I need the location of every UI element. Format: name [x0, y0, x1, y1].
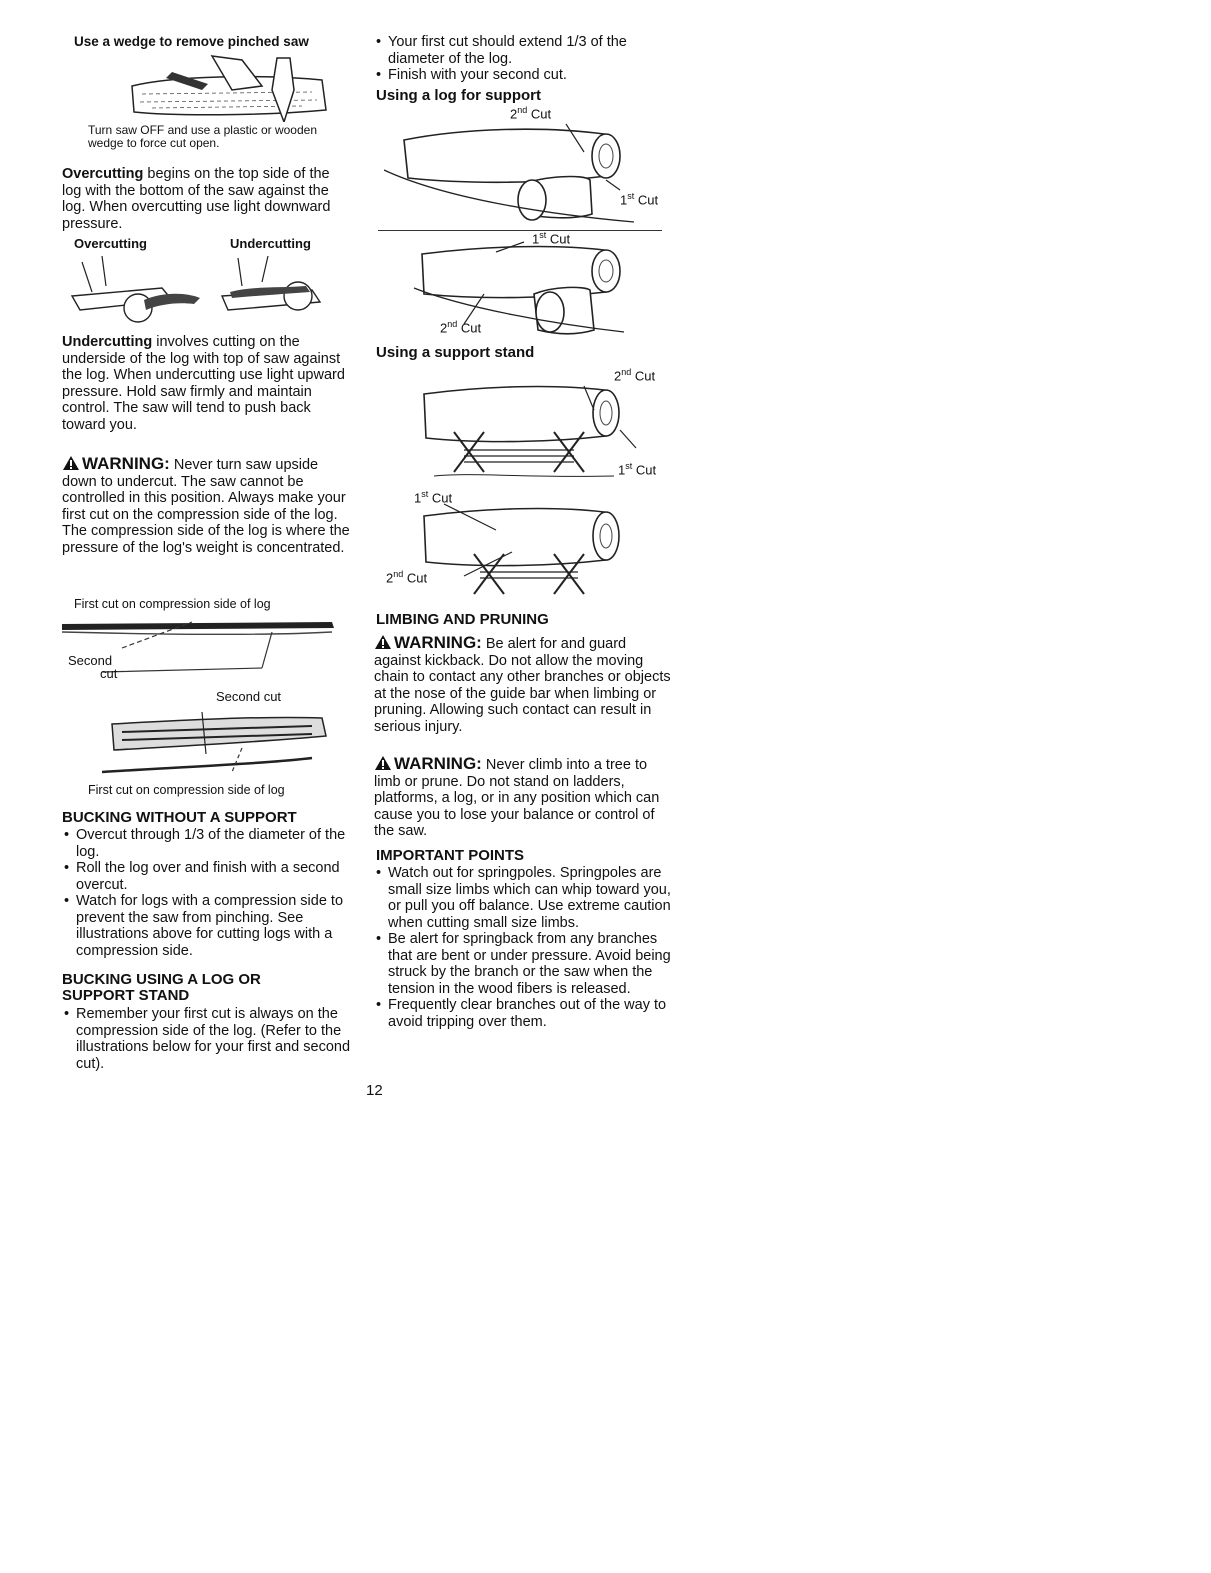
warning-2-text: Be alert for and guard against kickback. Do not allow the moving chain to contact any other branches or objects at the nose of the guide bar when limbing or pruning. Allowing such contact can result in serious injury. — [374, 636, 671, 735]
list-item: • Roll the log over and finish with a second overcut. — [62, 860, 352, 893]
log-support-illustration-a — [384, 118, 674, 230]
list-item: • Remember your first cut is always on the compression side of the log. (Refer to the illustrations below for your first and second cut). — [62, 1006, 352, 1072]
wedge-caption: Turn saw OFF and use a plastic or wooden wedge to force cut open. — [88, 123, 317, 150]
cut-label-1st-a: 1st Cut — [620, 191, 659, 208]
list-item: • Overcut through 1/3 of the diameter of the log. — [62, 827, 352, 860]
fig-1-cut: cut — [100, 666, 118, 681]
overcutting-text: begins on the top side of the log with the bottom of the saw against the log. When overcutting use light downward pressure. — [62, 166, 331, 232]
cut-label-2nd-b: 2nd Cut — [440, 319, 482, 336]
warning-1-label: WARNING: — [82, 454, 170, 473]
fig-2-label: Second cut — [216, 689, 282, 704]
first-cut-list — [374, 34, 674, 84]
warning-triangle-icon — [374, 755, 392, 771]
bucking-without-support-list — [62, 827, 352, 959]
bucking-log-stand-list — [62, 1006, 352, 1072]
warning-1-text: Never turn saw upside down to undercut. The saw cannot be controlled in this position. Always make your first cut on the compression side of the log. The compression side of the log is where the pressure of the log's weight is concentrated. — [62, 457, 350, 556]
fig-undercutting-label: Undercutting — [230, 236, 311, 251]
list-item: • Watch out for springpoles. Springpoles are small size limbs which can whip toward you, or pull you off balance. Use extreme caution when cutting small size limbs. — [374, 865, 674, 931]
important-points-heading: IMPORTANT POINTS — [376, 847, 525, 864]
page-number: 12 — [366, 1082, 383, 1099]
undercutting-term: Undercutting — [62, 334, 153, 350]
cut-label-1st-c: 1st Cut — [618, 461, 657, 478]
warning-triangle-icon — [62, 455, 80, 471]
list-item: • Watch for logs with a compression side to prevent the saw from pinching. See illustrations above for cutting logs with a compression side. — [62, 893, 352, 959]
warning-2 — [374, 634, 674, 735]
fig-1-caption: First cut on compression side of log — [74, 597, 271, 611]
list-item: • Be alert for springback from any branches that are bent or under pressure. Avoid being struck by the branch or the saw when the tension in the wood fibers is released. — [374, 931, 674, 997]
overcutting-paragraph — [62, 166, 352, 232]
support-stand-illustration-b — [414, 496, 634, 606]
compression-log-illustration-2 — [102, 702, 332, 778]
list-item: • Finish with your second cut. — [374, 67, 674, 84]
fig-2-caption: First cut on compression side of log — [88, 783, 285, 797]
cut-label-2nd-a: 2nd Cut — [510, 105, 552, 122]
fig-1-second: Second — [68, 653, 113, 668]
support-stand-heading: Using a support stand — [376, 344, 535, 361]
list-item: • Your first cut should extend 1/3 of the diameter of the log. — [374, 34, 674, 67]
cut-label-2nd-c: 2nd Cut — [614, 367, 656, 384]
bucking-without-support-heading: BUCKING WITHOUT A SUPPORT — [62, 809, 297, 826]
overcutting-term: Overcutting — [62, 166, 144, 182]
list-item: • Frequently clear branches out of the way to avoid tripping over them. — [374, 997, 674, 1030]
cut-label-1st-d: 1st Cut — [414, 489, 453, 506]
warning-3 — [374, 755, 674, 840]
wedge-title: Use a wedge to remove pinched saw — [74, 34, 309, 49]
cut-label-2nd-d: 2nd Cut — [386, 569, 428, 586]
fig-overcutting-label: Overcutting — [74, 236, 147, 251]
important-points-list — [374, 865, 674, 1030]
undercutting-text: involves cutting on the underside of the log with top of saw against the log. When undercutting use light upward pressure. Hold saw firmly and maintain control. The saw will tend to push back toward you. — [62, 334, 345, 433]
warning-2-label: WARNING: — [394, 633, 482, 652]
support-stand-illustration-a — [414, 380, 644, 484]
warning-1 — [62, 455, 352, 556]
warning-triangle-icon — [374, 634, 392, 650]
bucking-log-stand-heading: BUCKING USING A LOG OR SUPPORT STAND — [62, 971, 261, 1004]
wedge-illustration — [112, 50, 342, 122]
undercutting-paragraph — [62, 334, 352, 433]
warning-3-label: WARNING: — [394, 754, 482, 773]
figure-divider — [378, 230, 662, 231]
cut-label-1st-b: 1st Cut — [532, 230, 571, 247]
log-support-heading: Using a log for support — [376, 87, 541, 104]
limbing-pruning-heading: LIMBING AND PRUNING — [376, 611, 549, 628]
warning-3-text: Never climb into a tree to limb or prune. Do not stand on ladders, platforms, a log, or in any position which can cause you to lose your balance or control of the saw. — [374, 757, 660, 839]
over-under-illustration — [62, 252, 352, 332]
